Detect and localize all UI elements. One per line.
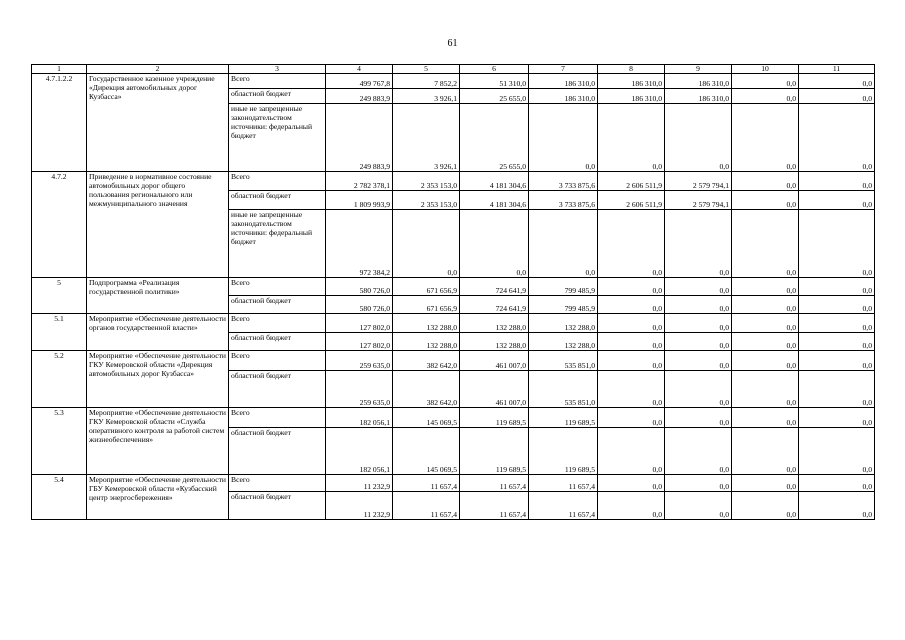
value-cell: 0,0 — [799, 428, 875, 475]
value-cell: 0,0 — [799, 278, 875, 296]
value-cell: 0,0 — [598, 351, 665, 371]
table-row — [32, 278, 875, 296]
value-cell: 0,0 — [799, 371, 875, 408]
value-cell: 249 883,9 — [326, 89, 393, 104]
value-cell: 0,0 — [732, 408, 799, 428]
budget-table — [31, 64, 875, 520]
value-cell: 0,0 — [799, 475, 875, 492]
funding-source: областной бюджет — [229, 296, 326, 314]
value-cell: 0,0 — [665, 475, 732, 492]
value-cell: 382 642,0 — [393, 351, 460, 371]
value-cell: 145 069,5 — [393, 408, 460, 428]
value-cell: 182 056,1 — [326, 408, 393, 428]
value-cell: 7 852,2 — [393, 74, 460, 89]
table-row — [32, 408, 875, 428]
value-cell: 132 288,0 — [393, 314, 460, 333]
value-cell: 145 069,5 — [393, 428, 460, 475]
value-cell: 0,0 — [598, 314, 665, 333]
value-cell: 799 485,9 — [529, 278, 598, 296]
value-cell: 0,0 — [732, 371, 799, 408]
value-cell: 182 056,1 — [326, 428, 393, 475]
item-code: 4.7.2 — [32, 172, 87, 278]
value-cell: 0,0 — [665, 104, 732, 172]
item-name: Государственное казенное учреждение «Дирекция автомобильных дорог Кузбасса» — [87, 74, 229, 172]
value-cell: 0,0 — [732, 475, 799, 492]
item-code: 5.1 — [32, 314, 87, 351]
value-cell: 0,0 — [732, 296, 799, 314]
column-header: 7 — [529, 65, 598, 74]
value-cell: 0,0 — [529, 104, 598, 172]
value-cell: 2 606 511,9 — [598, 172, 665, 191]
value-cell: 724 641,9 — [460, 296, 529, 314]
value-cell: 186 310,0 — [598, 74, 665, 89]
value-cell: 0,0 — [665, 428, 732, 475]
value-cell: 972 384,2 — [326, 210, 393, 278]
column-header: 4 — [326, 65, 393, 74]
value-cell: 0,0 — [732, 191, 799, 210]
item-name: Мероприятие «Обеспечение деятельности органов государственной власти» — [87, 314, 229, 351]
value-cell: 0,0 — [799, 104, 875, 172]
value-cell: 799 485,9 — [529, 296, 598, 314]
value-cell: 0,0 — [598, 492, 665, 520]
funding-source: Всего — [229, 314, 326, 333]
value-cell: 0,0 — [665, 371, 732, 408]
value-cell: 132 288,0 — [529, 333, 598, 351]
value-cell: 0,0 — [799, 351, 875, 371]
funding-source: Всего — [229, 351, 326, 371]
value-cell: 11 232,9 — [326, 475, 393, 492]
value-cell: 724 641,9 — [460, 278, 529, 296]
value-cell: 132 288,0 — [393, 333, 460, 351]
value-cell: 11 657,4 — [529, 492, 598, 520]
value-cell: 2 579 794,1 — [665, 172, 732, 191]
value-cell: 0,0 — [598, 428, 665, 475]
header-row — [32, 65, 875, 74]
value-cell: 671 656,9 — [393, 278, 460, 296]
value-cell: 127 802,0 — [326, 314, 393, 333]
column-header: 9 — [665, 65, 732, 74]
item-name: Мероприятие «Обеспечение деятельности ГКУ Кемеровской области «Служба оперативного контроля за работой систем жизнеобеспечения» — [87, 408, 229, 475]
value-cell: 382 642,0 — [393, 371, 460, 408]
value-cell: 0,0 — [799, 74, 875, 89]
funding-source: Всего — [229, 475, 326, 492]
value-cell: 0,0 — [598, 104, 665, 172]
funding-source: иные не запрещенные законодательством источники: федеральный бюджет — [229, 210, 326, 278]
value-cell: 580 726,0 — [326, 296, 393, 314]
value-cell: 0,0 — [732, 428, 799, 475]
funding-source: Всего — [229, 172, 326, 191]
value-cell: 1 809 993,9 — [326, 191, 393, 210]
value-cell: 0,0 — [665, 351, 732, 371]
value-cell: 186 310,0 — [665, 89, 732, 104]
value-cell: 4 181 304,6 — [460, 191, 529, 210]
value-cell: 186 310,0 — [665, 74, 732, 89]
value-cell: 0,0 — [665, 296, 732, 314]
value-cell: 119 689,5 — [529, 408, 598, 428]
value-cell: 0,0 — [732, 492, 799, 520]
value-cell: 11 657,4 — [460, 492, 529, 520]
value-cell: 119 689,5 — [460, 408, 529, 428]
value-cell: 11 657,4 — [393, 475, 460, 492]
value-cell: 0,0 — [799, 89, 875, 104]
table-row — [32, 475, 875, 492]
value-cell: 461 007,0 — [460, 351, 529, 371]
funding-source: областной бюджет — [229, 89, 326, 104]
column-header: 5 — [393, 65, 460, 74]
value-cell: 0,0 — [598, 333, 665, 351]
value-cell: 3 926,1 — [393, 89, 460, 104]
value-cell: 0,0 — [598, 210, 665, 278]
funding-source: областной бюджет — [229, 428, 326, 475]
value-cell: 0,0 — [799, 210, 875, 278]
value-cell: 132 288,0 — [460, 333, 529, 351]
value-cell: 0,0 — [598, 371, 665, 408]
value-cell: 0,0 — [732, 278, 799, 296]
value-cell: 11 232,9 — [326, 492, 393, 520]
value-cell: 2 579 794,1 — [665, 191, 732, 210]
value-cell: 671 656,9 — [393, 296, 460, 314]
value-cell: 25 655,0 — [460, 104, 529, 172]
value-cell: 0,0 — [799, 172, 875, 191]
column-header: 10 — [732, 65, 799, 74]
value-cell: 259 635,0 — [326, 351, 393, 371]
column-header: 6 — [460, 65, 529, 74]
value-cell: 0,0 — [732, 172, 799, 191]
value-cell: 0,0 — [732, 351, 799, 371]
value-cell: 3 926,1 — [393, 104, 460, 172]
value-cell: 259 635,0 — [326, 371, 393, 408]
value-cell: 0,0 — [529, 210, 598, 278]
value-cell: 3 733 875,6 — [529, 172, 598, 191]
item-code: 5.4 — [32, 475, 87, 520]
value-cell: 0,0 — [799, 408, 875, 428]
page-number: 61 — [447, 38, 458, 49]
value-cell: 0,0 — [665, 314, 732, 333]
value-cell: 580 726,0 — [326, 278, 393, 296]
value-cell: 0,0 — [665, 210, 732, 278]
value-cell: 0,0 — [732, 314, 799, 333]
value-cell: 0,0 — [732, 104, 799, 172]
value-cell: 186 310,0 — [529, 89, 598, 104]
value-cell: 0,0 — [393, 210, 460, 278]
value-cell: 535 851,0 — [529, 351, 598, 371]
item-name: Мероприятие «Обеспечение деятельности ГКУ Кемеровской области «Дирекция автомобильных дорог Кузбасса» — [87, 351, 229, 408]
value-cell: 3 733 875,6 — [529, 191, 598, 210]
value-cell: 0,0 — [799, 314, 875, 333]
value-cell: 0,0 — [732, 333, 799, 351]
value-cell: 4 181 304,6 — [460, 172, 529, 191]
column-header: 3 — [229, 65, 326, 74]
value-cell: 11 657,4 — [529, 475, 598, 492]
value-cell: 0,0 — [665, 278, 732, 296]
value-cell: 0,0 — [799, 191, 875, 210]
value-cell: 132 288,0 — [460, 314, 529, 333]
value-cell: 249 883,9 — [326, 104, 393, 172]
value-cell: 499 767,8 — [326, 74, 393, 89]
value-cell: 535 851,0 — [529, 371, 598, 408]
value-cell: 119 689,5 — [529, 428, 598, 475]
funding-source: областной бюджет — [229, 333, 326, 351]
value-cell: 2 353 153,0 — [393, 191, 460, 210]
funding-source: областной бюджет — [229, 191, 326, 210]
value-cell: 461 007,0 — [460, 371, 529, 408]
value-cell: 0,0 — [799, 296, 875, 314]
item-name: Приведение в нормативное состояние автомобильных дорог общего пользования регионального или межмуниципального значения — [87, 172, 229, 278]
item-code: 5.2 — [32, 351, 87, 408]
value-cell: 0,0 — [665, 408, 732, 428]
value-cell: 2 782 378,1 — [326, 172, 393, 191]
value-cell: 0,0 — [460, 210, 529, 278]
value-cell: 0,0 — [732, 89, 799, 104]
value-cell: 127 802,0 — [326, 333, 393, 351]
value-cell: 0,0 — [598, 475, 665, 492]
funding-source: областной бюджет — [229, 371, 326, 408]
value-cell: 0,0 — [598, 408, 665, 428]
value-cell: 2 353 153,0 — [393, 172, 460, 191]
table-row — [32, 351, 875, 371]
value-cell: 11 657,4 — [460, 475, 529, 492]
item-code: 4.7.1.2.2 — [32, 74, 87, 172]
value-cell: 0,0 — [799, 492, 875, 520]
column-header: 2 — [87, 65, 229, 74]
value-cell: 25 655,0 — [460, 89, 529, 104]
funding-source: Всего — [229, 278, 326, 296]
value-cell: 0,0 — [665, 333, 732, 351]
column-header: 11 — [799, 65, 875, 74]
value-cell: 2 606 511,9 — [598, 191, 665, 210]
value-cell: 11 657,4 — [393, 492, 460, 520]
value-cell: 119 689,5 — [460, 428, 529, 475]
value-cell: 51 310,0 — [460, 74, 529, 89]
value-cell: 0,0 — [732, 210, 799, 278]
item-name: Мероприятие «Обеспечение деятельности ГБУ Кемеровской области «Кузбасский центр энергосбережения» — [87, 475, 229, 520]
funding-source: Всего — [229, 74, 326, 89]
value-cell: 0,0 — [799, 333, 875, 351]
table-row — [32, 74, 875, 89]
funding-source: областной бюджет — [229, 492, 326, 520]
item-name: Подпрограмма «Реализация государственной политики» — [87, 278, 229, 314]
table-row — [32, 172, 875, 191]
funding-source: иные не запрещенные законодательством источники: федеральный бюджет — [229, 104, 326, 172]
value-cell: 0,0 — [665, 492, 732, 520]
column-header: 8 — [598, 65, 665, 74]
value-cell: 0,0 — [598, 278, 665, 296]
funding-source: Всего — [229, 408, 326, 428]
value-cell: 186 310,0 — [598, 89, 665, 104]
table-row — [32, 314, 875, 333]
value-cell: 186 310,0 — [529, 74, 598, 89]
value-cell: 0,0 — [732, 74, 799, 89]
item-code: 5 — [32, 278, 87, 314]
value-cell: 0,0 — [598, 296, 665, 314]
item-code: 5.3 — [32, 408, 87, 475]
value-cell: 132 288,0 — [529, 314, 598, 333]
column-header: 1 — [32, 65, 87, 74]
table-body — [32, 74, 875, 520]
